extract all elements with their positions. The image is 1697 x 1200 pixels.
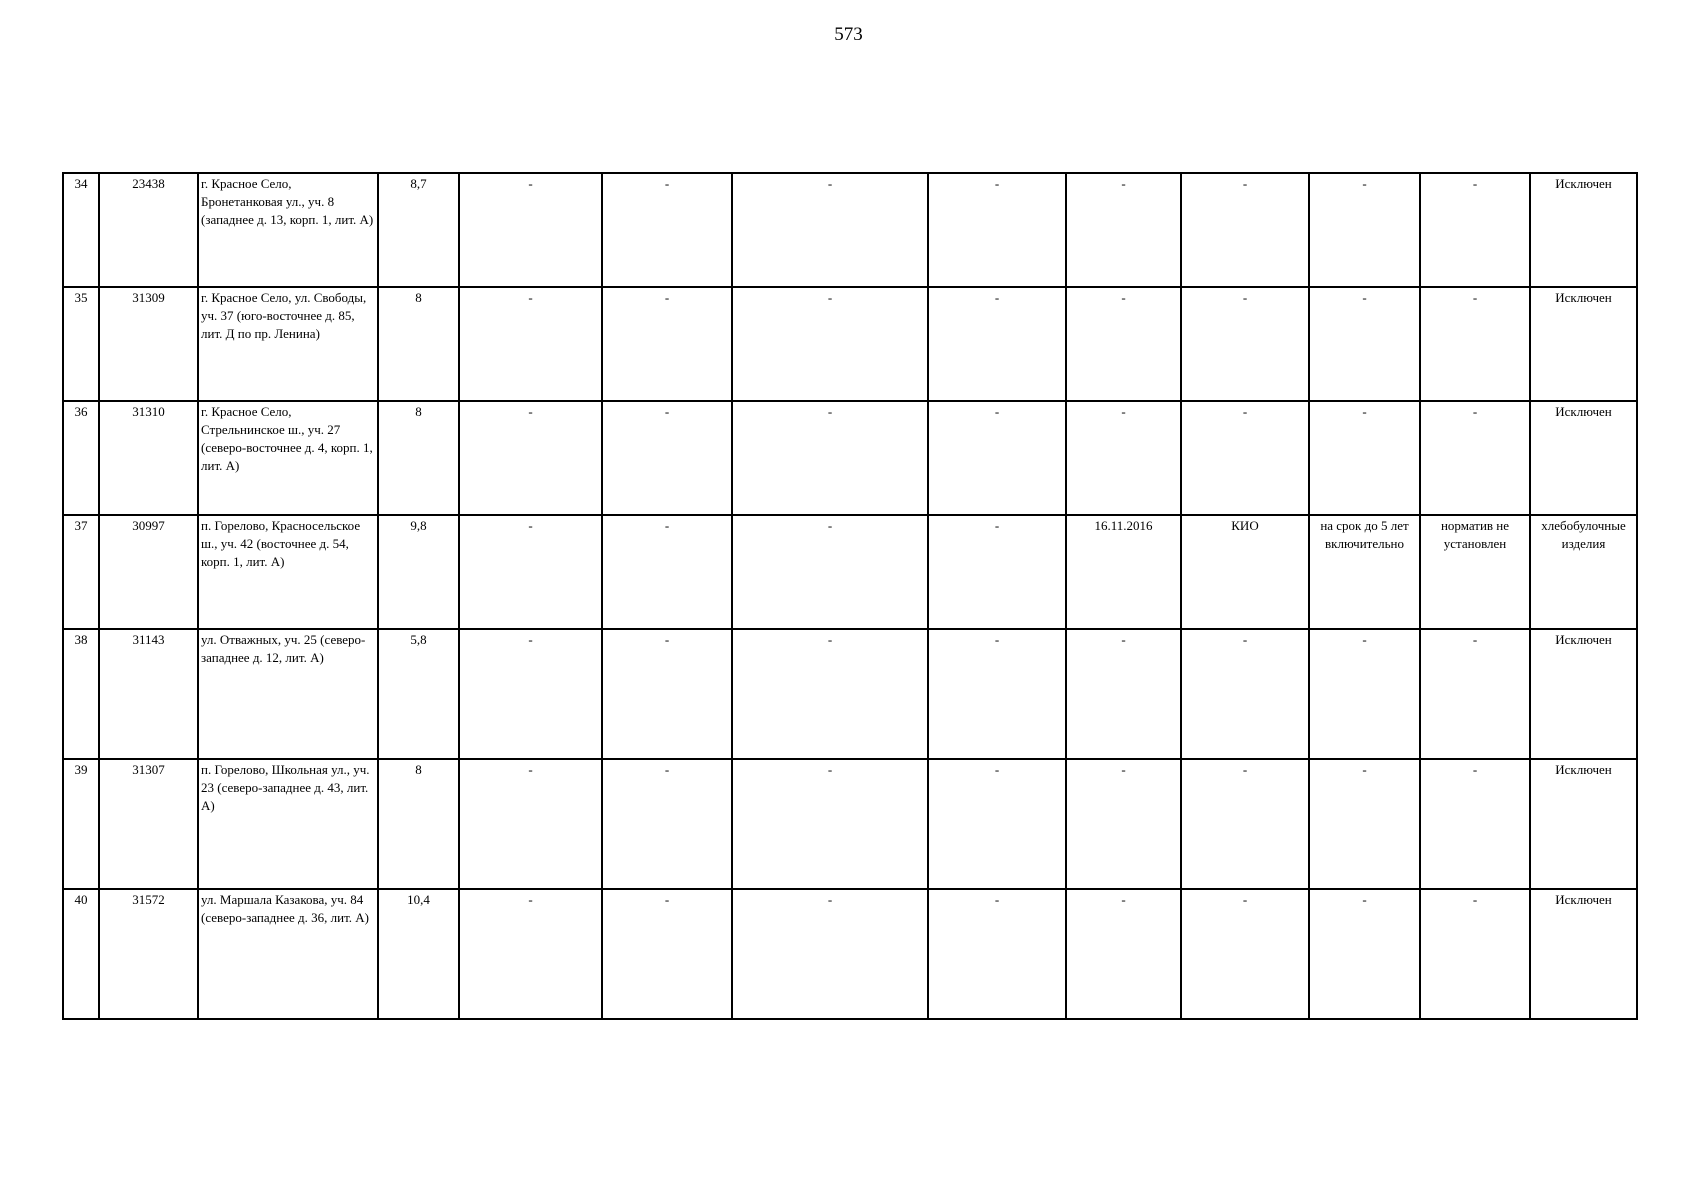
row-number-cell: 38 <box>63 629 99 759</box>
authority-cell: КИО <box>1181 515 1309 629</box>
col8-cell: - <box>928 287 1066 401</box>
date-cell: - <box>1066 889 1181 1019</box>
registry-code-cell: 23438 <box>99 173 198 287</box>
registry-code-cell: 31572 <box>99 889 198 1019</box>
col6-cell: - <box>602 515 732 629</box>
col5-cell: - <box>459 401 602 515</box>
col7-cell: - <box>732 759 928 889</box>
col8-cell: - <box>928 629 1066 759</box>
address-cell: ул. Отважных, уч. 25 (северо-западнее д. 12, лит. А) <box>198 629 378 759</box>
area-cell: 5,8 <box>378 629 459 759</box>
col6-cell: - <box>602 629 732 759</box>
col7-cell: - <box>732 629 928 759</box>
col6-cell: - <box>602 889 732 1019</box>
term-cell: - <box>1309 401 1420 515</box>
authority-cell: - <box>1181 889 1309 1019</box>
col8-cell: - <box>928 401 1066 515</box>
date-cell: - <box>1066 629 1181 759</box>
date-cell: - <box>1066 287 1181 401</box>
col6-cell: - <box>602 173 732 287</box>
status-cell: Исключен <box>1530 401 1637 515</box>
col5-cell: - <box>459 287 602 401</box>
col7-cell: - <box>732 889 928 1019</box>
col6-cell: - <box>602 401 732 515</box>
norm-cell: норматив не установлен <box>1420 515 1530 629</box>
term-cell: на срок до 5 лет включительно <box>1309 515 1420 629</box>
col5-cell: - <box>459 629 602 759</box>
date-cell: - <box>1066 173 1181 287</box>
norm-cell: - <box>1420 401 1530 515</box>
col6-cell: - <box>602 287 732 401</box>
table-row <box>63 889 1637 1019</box>
area-cell: 10,4 <box>378 889 459 1019</box>
col5-cell: - <box>459 515 602 629</box>
authority-cell: - <box>1181 759 1309 889</box>
address-cell: п. Горелово, Школьная ул., уч. 23 (северо-западнее д. 43, лит. А) <box>198 759 378 889</box>
status-cell: Исключен <box>1530 173 1637 287</box>
term-cell: - <box>1309 173 1420 287</box>
page-number: 573 <box>834 24 863 45</box>
norm-cell: - <box>1420 759 1530 889</box>
col6-cell: - <box>602 759 732 889</box>
col7-cell: - <box>732 173 928 287</box>
term-cell: - <box>1309 629 1420 759</box>
area-cell: 8 <box>378 759 459 889</box>
table-row <box>63 401 1637 515</box>
table-row <box>63 629 1637 759</box>
term-cell: - <box>1309 287 1420 401</box>
registry-code-cell: 31310 <box>99 401 198 515</box>
authority-cell: - <box>1181 173 1309 287</box>
registry-code-cell: 31307 <box>99 759 198 889</box>
col8-cell: - <box>928 889 1066 1019</box>
row-number-cell: 39 <box>63 759 99 889</box>
col5-cell: - <box>459 173 602 287</box>
date-cell: 16.11.2016 <box>1066 515 1181 629</box>
col8-cell: - <box>928 759 1066 889</box>
address-cell: г. Красное Село, Бронетанковая ул., уч. 8 (западнее д. 13, корп. 1, лит. А) <box>198 173 378 287</box>
registry-code-cell: 31143 <box>99 629 198 759</box>
term-cell: - <box>1309 759 1420 889</box>
area-cell: 9,8 <box>378 515 459 629</box>
col7-cell: - <box>732 287 928 401</box>
status-cell: Исключен <box>1530 629 1637 759</box>
col5-cell: - <box>459 889 602 1019</box>
registry-code-cell: 30997 <box>99 515 198 629</box>
row-number-cell: 40 <box>63 889 99 1019</box>
table-row <box>63 287 1637 401</box>
authority-cell: - <box>1181 287 1309 401</box>
date-cell: - <box>1066 759 1181 889</box>
col7-cell: - <box>732 515 928 629</box>
norm-cell: - <box>1420 287 1530 401</box>
registry-body <box>63 173 1637 1019</box>
address-cell: ул. Маршала Казакова, уч. 84 (северо-западнее д. 36, лит. А) <box>198 889 378 1019</box>
col5-cell: - <box>459 759 602 889</box>
norm-cell: - <box>1420 889 1530 1019</box>
authority-cell: - <box>1181 629 1309 759</box>
row-number-cell: 35 <box>63 287 99 401</box>
col8-cell: - <box>928 173 1066 287</box>
row-number-cell: 34 <box>63 173 99 287</box>
address-cell: г. Красное Село, Стрельнинское ш., уч. 27 (северо-восточнее д. 4, корп. 1, лит. А) <box>198 401 378 515</box>
col8-cell: - <box>928 515 1066 629</box>
row-number-cell: 37 <box>63 515 99 629</box>
status-cell: Исключен <box>1530 759 1637 889</box>
area-cell: 8 <box>378 287 459 401</box>
table-row <box>63 515 1637 629</box>
address-cell: п. Горелово, Красносельское ш., уч. 42 (восточнее д. 54, корп. 1, лит. А) <box>198 515 378 629</box>
status-cell: Исключен <box>1530 889 1637 1019</box>
table-row <box>63 173 1637 287</box>
registry-table <box>62 172 1638 1020</box>
table-row <box>63 759 1637 889</box>
date-cell: - <box>1066 401 1181 515</box>
authority-cell: - <box>1181 401 1309 515</box>
col7-cell: - <box>732 401 928 515</box>
area-cell: 8 <box>378 401 459 515</box>
area-cell: 8,7 <box>378 173 459 287</box>
norm-cell: - <box>1420 173 1530 287</box>
status-cell: хлебобулочные изделия <box>1530 515 1637 629</box>
norm-cell: - <box>1420 629 1530 759</box>
address-cell: г. Красное Село, ул. Свободы, уч. 37 (юго-восточнее д. 85, лит. Д по пр. Ленина) <box>198 287 378 401</box>
row-number-cell: 36 <box>63 401 99 515</box>
term-cell: - <box>1309 889 1420 1019</box>
registry-code-cell: 31309 <box>99 287 198 401</box>
status-cell: Исключен <box>1530 287 1637 401</box>
